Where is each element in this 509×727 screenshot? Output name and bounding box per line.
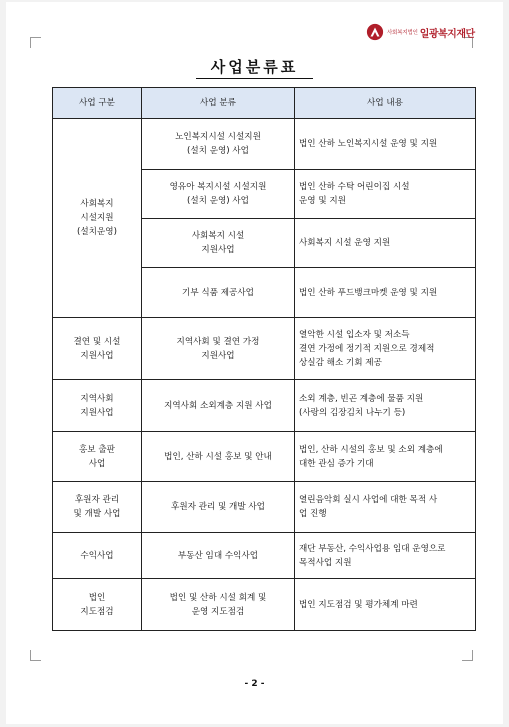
cell-line: 법인 및 산하 시설 회계 및 xyxy=(169,592,267,603)
type-cell xyxy=(142,533,295,579)
cell-line: 홍보 출판 xyxy=(79,444,115,455)
cell-line: 법인 산하 노인복지시설 운영 및 지원 xyxy=(299,139,438,149)
header-category: 사업 구분 xyxy=(53,88,142,119)
cell-line: 열린음악회 실시 사업에 대한 목적 사 xyxy=(299,495,438,505)
cell-line: 지역사회 소외계층 지원 사업 xyxy=(164,400,272,411)
logo-subtitle: 사회복지법인 xyxy=(387,30,418,36)
table-row xyxy=(53,533,476,579)
crop-mark-top-left xyxy=(30,37,41,48)
header-type: 사업 분류 xyxy=(142,88,295,119)
table-row xyxy=(53,432,476,482)
category-cell xyxy=(53,482,142,533)
cell-line: 법인 xyxy=(88,592,106,603)
type-cell xyxy=(142,170,295,219)
category-cell xyxy=(53,533,142,579)
cell-line: 사회복지 xyxy=(80,199,114,209)
logo-name: 일광복지재단 xyxy=(419,28,475,40)
cell-line: 부동산 임대 수익사업 xyxy=(177,550,259,561)
cell-line: 법인 산하 수탁 어린이집 시설 xyxy=(299,182,410,192)
cell-line: (설치 운영) 사업 xyxy=(187,146,249,156)
content-cell xyxy=(295,482,476,533)
category-cell xyxy=(53,318,142,380)
cell-line: 재단 부동산, 수익사업용 임대 운영으로 xyxy=(299,543,446,554)
cell-line: 영유아 복지시설 시설지원 xyxy=(169,182,267,192)
foundation-logo-icon xyxy=(366,23,384,41)
cell-line: (설치운영) xyxy=(77,227,117,237)
cell-line: 법인 산하 푸드뱅크마켓 운영 및 지원 xyxy=(299,287,438,298)
cell-line: 지원사업 xyxy=(80,407,114,418)
cell-line: 및 개발 사업 xyxy=(73,509,121,519)
type-cell xyxy=(142,380,295,432)
cell-line: 수익사업 xyxy=(80,550,114,561)
table-row xyxy=(53,482,476,533)
crop-mark-bottom-left xyxy=(30,650,41,661)
content-cell xyxy=(295,170,476,219)
content-cell xyxy=(295,432,476,482)
page-number: - 2 - xyxy=(244,679,265,689)
cell-line: 지역사회 및 결연 가정 xyxy=(176,336,260,347)
cell-line: 기부 식품 제공사업 xyxy=(182,287,254,298)
page-title: 사업분류표 xyxy=(196,58,313,79)
cell-line: 대한 관심 증가 기대 xyxy=(299,458,374,469)
type-cell xyxy=(142,579,295,631)
cell-line: 사회복지 시설 운영 지원 xyxy=(299,238,391,248)
table-header-row xyxy=(53,88,476,119)
type-cell xyxy=(142,219,295,268)
category-cell xyxy=(53,432,142,482)
cell-line: 시설지원 xyxy=(80,213,114,223)
content-cell xyxy=(295,579,476,631)
cell-line: 법인, 산하 시설 홍보 및 안내 xyxy=(164,451,272,462)
category-cell xyxy=(53,119,142,318)
type-cell xyxy=(142,318,295,380)
cell-line: 운영 지도점검 xyxy=(191,606,245,617)
category-cell xyxy=(53,380,142,432)
cell-line: (사랑의 김장김치 나누기 등) xyxy=(299,407,406,418)
foundation-logo xyxy=(366,22,475,42)
cell-line: 사회복지 시설 xyxy=(191,231,245,241)
table-row xyxy=(53,579,476,631)
cell-line: 후원자 관리 xyxy=(74,495,120,505)
cell-line: 지원사업 xyxy=(201,245,235,255)
content-cell xyxy=(295,533,476,579)
cell-line: 지도점검 xyxy=(80,606,114,617)
cell-line: 결연 가정에 정기적 지원으로 경제적 xyxy=(299,343,435,354)
cell-line: 법인, 산하 시설의 홍보 및 소외 계층에 xyxy=(299,444,443,455)
content-cell xyxy=(295,219,476,268)
cell-line: 후원자 관리 및 개발 사업 xyxy=(171,502,265,512)
cell-line: (설치 운영) 사업 xyxy=(187,196,249,206)
content-cell xyxy=(295,268,476,318)
cell-line: 지역사회 xyxy=(80,393,114,404)
category-cell xyxy=(53,579,142,631)
cell-line: 노인복지시설 시설지원 xyxy=(175,132,261,142)
type-cell xyxy=(142,432,295,482)
cell-line: 사업 xyxy=(88,458,106,469)
cell-line: 소외 계층, 빈곤 계층에 물품 지원 xyxy=(299,393,424,404)
table-row xyxy=(53,380,476,432)
type-cell xyxy=(142,268,295,318)
table-row xyxy=(53,318,476,380)
table-row xyxy=(53,119,476,170)
cell-line: 운영 및 지원 xyxy=(299,196,346,206)
cell-line: 목적사업 지원 xyxy=(299,557,352,568)
cell-line: 지원사업 xyxy=(80,350,114,361)
cell-line: 열악한 시설 입소자 및 저소득 xyxy=(299,329,410,340)
content-cell xyxy=(295,318,476,380)
type-cell xyxy=(142,119,295,170)
cell-line: 법인 지도점검 및 평가체계 마련 xyxy=(299,599,418,610)
content-cell xyxy=(295,380,476,432)
type-cell xyxy=(142,482,295,533)
cell-line: 지원사업 xyxy=(201,350,235,361)
header-content: 사업 내용 xyxy=(295,88,476,119)
business-classification-table xyxy=(52,87,476,631)
crop-mark-bottom-right xyxy=(462,650,473,661)
cell-line: 상실감 해소 기회 제공 xyxy=(299,357,382,368)
content-cell xyxy=(295,119,476,170)
cell-line: 업 진행 xyxy=(299,509,327,519)
cell-line: 결연 및 시설 xyxy=(73,336,121,347)
